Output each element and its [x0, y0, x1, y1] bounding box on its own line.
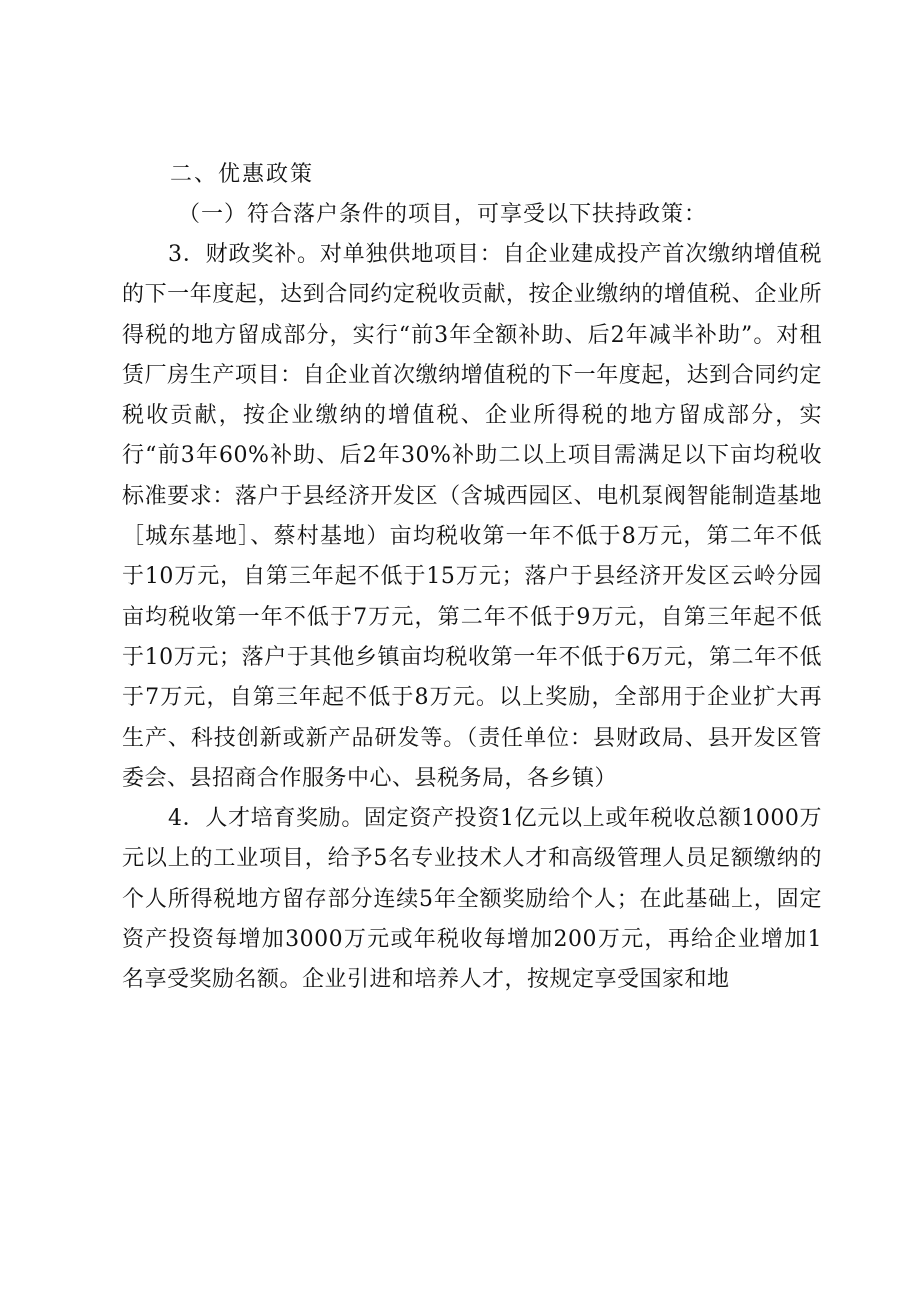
- paragraph-fiscal-subsidy: 3．财政奖补。对单独供地项目：自企业建成投产首次缴纳增值税的下一年度起，达到合同约定税收贡献，按企业缴纳的增值税、企业所得税的地方留成部分，实行“前3年全额补助、后2年减半补助”。对租赁厂房生产项目：自企业首次缴纳增值税的下一年度起，达到合同约定税收贡献，按企业缴纳的增值税、企业所得税的地方留成部分，实行“前3年60%补助、后2年30%补助二以上项目需满足以下亩均税收标准要求：落户于县经济开发区（含城西园区、电机泵阀智能制造基地［城东基地］、蔡村基地）亩均税收第一年不低于8万元，第二年不低于10万元，自第三年起不低于15万元；落户于县经济开发区云岭分园亩均税收第一年不低于7万元，第二年不低于9万元，自第三年起不低于10万元；落户于其他乡镇亩均税收第一年不低于6万元，第二年不低于7万元，自第三年起不低于8万元。以上奖励，全部用于企业扩大再生产、科技创新或新产品研发等。（责任单位：县财政局、县开发区管委会、县招商合作服务中心、县税务局，各乡镇）: [122, 242, 822, 791]
- section-heading: 二、优惠政策: [170, 162, 315, 187]
- document-body: [122, 155, 822, 1001]
- subsection-heading: （一）符合落户条件的项目，可享受以下扶持政策：: [178, 202, 708, 227]
- paragraph-talent-reward: 4．人才培育奖励。固定资产投资1亿元以上或年税收总额1000万元以上的工业项目，给予5名专业技术人才和高级管理人员足额缴纳的个人所得税地方留存部分连续5年全额奖励给个人；在此基础上，固定资产投资每增加3000万元或年税收每增加200万元，再给企业增加1名享受奖励名额。企业引进和培养人才，按规定享受国家和地: [122, 806, 822, 993]
